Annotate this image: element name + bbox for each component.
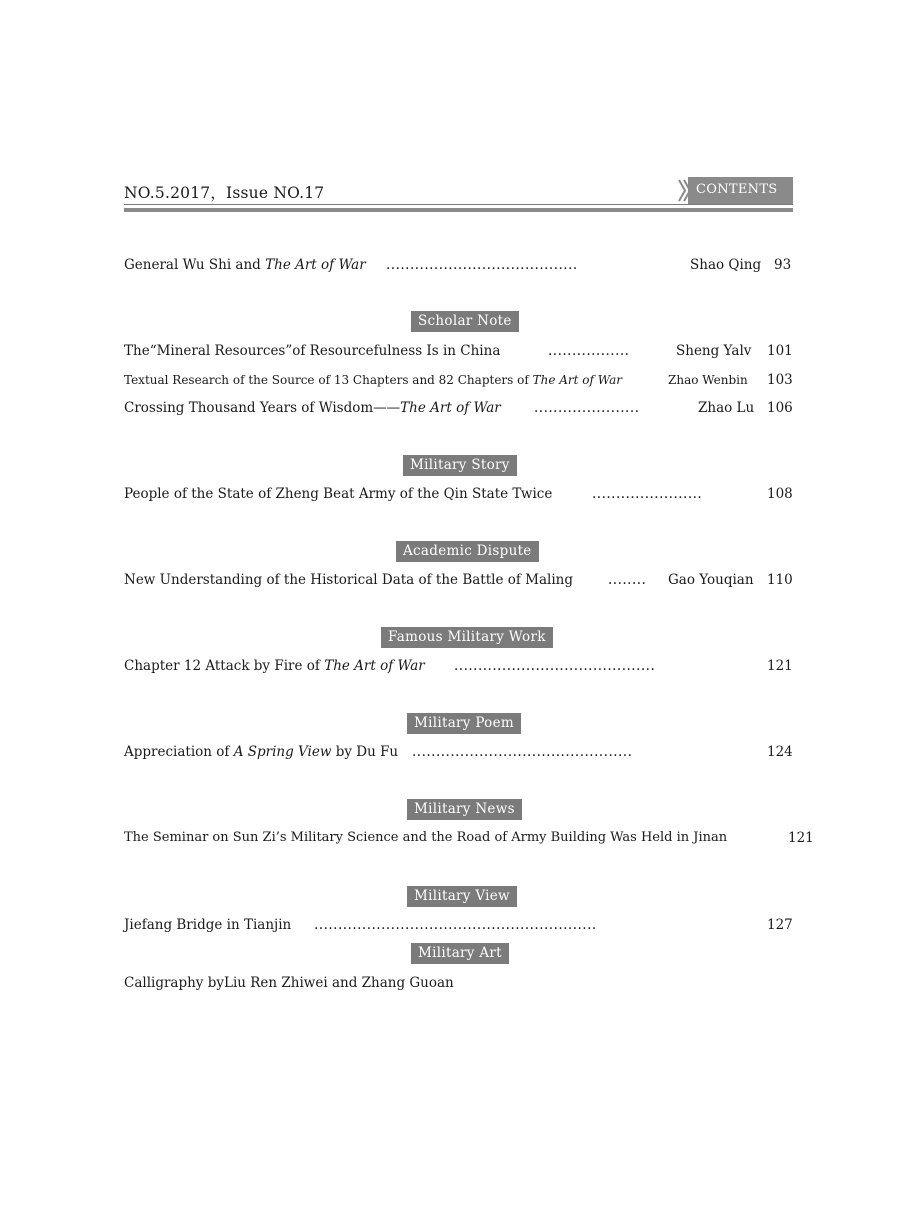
entry-page: 121	[767, 658, 793, 674]
entry-title: Appreciation of A Spring View by Du Fu	[124, 744, 399, 760]
leader-dots: ........	[608, 572, 647, 588]
entry-page: 103	[767, 372, 793, 388]
section-label-famous-military-work: Famous Military Work	[381, 627, 553, 648]
section-label-military-story: Military Story	[403, 455, 517, 476]
entry-title: Jiefang Bridge in Tianjin	[124, 917, 292, 933]
toc-entry	[124, 828, 814, 848]
section-label-military-poem: Military Poem	[407, 713, 521, 734]
leader-dots: ..............................................	[412, 744, 633, 760]
entry-author: Zhao Wenbin	[668, 373, 748, 387]
section-label-academic-dispute: Academic Dispute	[396, 541, 539, 562]
entry-title: Textual Research of the Source of 13 Chapters and 82 Chapters of The Art of War	[124, 373, 622, 387]
entry-page: 121	[788, 830, 814, 846]
header-rule-thick	[124, 208, 793, 212]
leader-dots: ......................	[534, 400, 640, 416]
entry-page: 108	[767, 486, 793, 502]
entry-author: Sheng Yalv	[676, 343, 752, 359]
entry-page: 101	[767, 343, 793, 359]
entry-title: Calligraphy byLiu Ren Zhiwei and Zhang Guoan	[124, 975, 454, 991]
entry-title: Chapter 12 Attack by Fire of The Art of War	[124, 658, 425, 674]
entry-author: Shao Qing	[690, 257, 762, 273]
toc-entry	[124, 370, 804, 390]
section-label-military-art: Military Art	[411, 943, 509, 964]
toc-entry	[124, 484, 804, 504]
entry-page: 106	[767, 400, 793, 416]
entry-author: Zhao Lu	[698, 400, 755, 416]
entry-title: The“Mineral Resources”of Resourcefulness Is in China	[124, 343, 501, 359]
entry-page: 124	[767, 744, 793, 760]
entry-author: Gao Youqian	[668, 572, 754, 588]
issue-header: NO.5.2017，Issue NO.17	[124, 184, 325, 202]
toc-entry	[124, 915, 804, 935]
toc-entry	[124, 656, 804, 676]
section-label-military-view: Military View	[407, 886, 517, 907]
section-label-military-news: Military News	[407, 799, 522, 820]
leader-dots: .......................	[592, 486, 703, 502]
entry-page: 93	[774, 257, 792, 273]
leader-dots: ...........................................................	[314, 917, 597, 933]
entry-page: 110	[767, 572, 793, 588]
banner-label: CONTENTS	[696, 182, 778, 197]
toc-entry	[124, 973, 804, 993]
entry-title: The Seminar on Sun Zi’s Military Science and the Road of Army Building Was Held in Jinan	[124, 830, 728, 845]
entry-title: People of the State of Zheng Beat Army of the Qin State Twice	[124, 486, 553, 502]
entry-page: 127	[767, 917, 793, 933]
toc-entry	[124, 255, 804, 275]
header-rule-thin	[124, 204, 793, 205]
toc-entry	[124, 570, 804, 590]
entry-title: Crossing Thousand Years of Wisdom——The Art of War	[124, 400, 501, 416]
leader-dots: .................	[548, 343, 630, 359]
toc-entry	[124, 398, 804, 418]
entry-title: General Wu Shi and The Art of War	[124, 257, 366, 273]
toc-entry	[124, 341, 804, 361]
leader-dots: ........................................	[386, 257, 578, 273]
leader-dots: ..........................................	[454, 658, 656, 674]
toc-entry	[124, 742, 804, 762]
contents-banner	[677, 177, 793, 204]
entry-title: New Understanding of the Historical Data of the Battle of Maling	[124, 572, 573, 588]
section-label-scholar-note: Scholar Note	[411, 311, 519, 332]
